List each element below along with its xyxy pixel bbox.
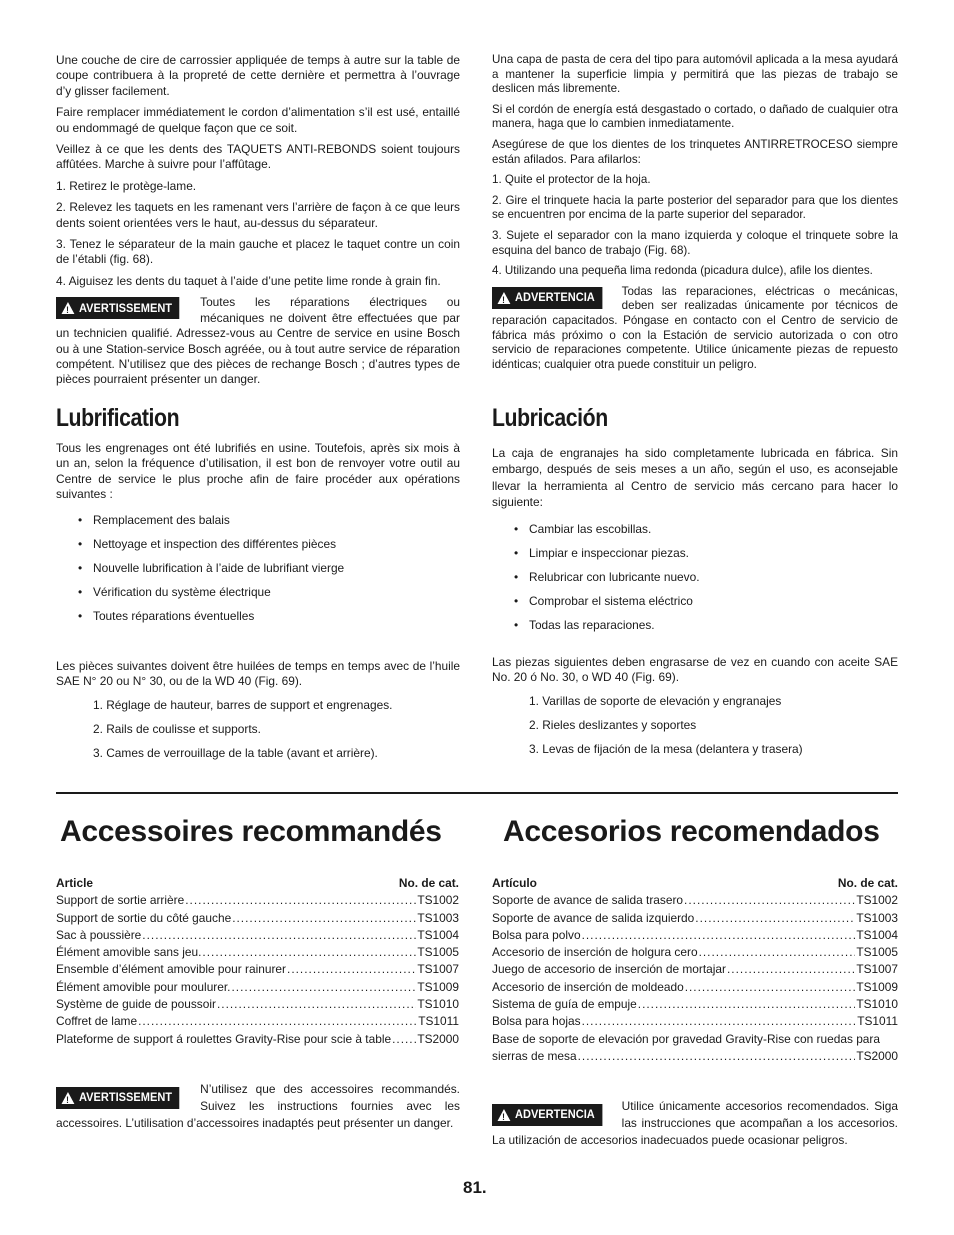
step: 1. Quite el protector de la hoja. [492, 173, 651, 187]
table-row: Bolsa para hojas ..... TS1011 [492, 1013, 898, 1030]
warning-triangle-icon: ! [62, 302, 75, 314]
warning-badge [492, 287, 602, 309]
lubrication-text-es [492, 445, 898, 642]
accessories-warning-fr [56, 1081, 460, 1138]
list-item: • Cambiar las escobillas. [529, 521, 898, 537]
table-header [56, 875, 459, 892]
accessories-table-es [492, 875, 898, 1065]
section-title-lubrification: Lubrification [56, 404, 180, 432]
paragraph: Une couche de cire de carrossier appliquée de temps à autre sur la table de coupe contribuera à la propreté de cette dernière et permettra à l’ouvrage d’y glisser facilement. [56, 53, 460, 98]
lubrication-text-fr [56, 441, 460, 633]
step: 2. Relevez les taquets en les ramenant vers l’arrière de façon à ce que leurs dents soient orientées vers le haut, au-dessus du séparateur. [56, 200, 460, 230]
table-row: Coffret de lame ..... TS1011 [56, 1013, 459, 1030]
warning-triangle-icon: ! [62, 1092, 75, 1104]
paragraph: Veillez à ce que les dents des TAQUETS ANTI-REBONDS soient toujours affûtées. Marche à suivre pour l’affûtage. [56, 142, 460, 172]
table-row: Soporte de avance de salida trasero ..... TS1002 [492, 892, 898, 909]
maintenance-text-fr [56, 53, 460, 394]
column-header-article: Artículo [492, 876, 537, 890]
step: 3. Tenez le séparateur de la main gauche et placez le taquet contre un coin de l’établi (fig. 68). [56, 237, 460, 267]
paragraph: Si el cordón de energía está desgastado o cortado, o dañado de cualquier otra manera, haga que lo cambien inmediatamente. [492, 102, 898, 131]
list-item: • Relubricar con lubricante nuevo. [529, 569, 898, 585]
table-row: Accesorio de inserción de holgura cero ..... TS1005 [492, 944, 898, 961]
oil-list [56, 698, 460, 761]
warning-text: Utilice únicamente accesorios recomendados. Siga las instrucciones que acompañan a los accesorios. La utilización de accesorios inadecuados puede ocasionar peligros. [492, 1099, 898, 1147]
list-item: 2. Rails de coulisse et supports. [93, 721, 261, 736]
list-item: 3. Levas de fijación de la mesa (delantera y trasera) [529, 741, 803, 756]
list-item: 3. Cames de verrouillage de la table (avant et arrière). [93, 745, 378, 760]
accessories-table-fr [56, 875, 459, 1048]
table-row: Bolsa para polvo ..... TS1004 [492, 927, 898, 944]
maintenance-text-es [492, 53, 898, 378]
list-item: • Nouvelle lubrification à l’aide de lubrifiant vierge [93, 561, 460, 576]
paragraph: Faire remplacer immédiatement le cordon d’alimentation s’il est usé, entaillé ou endommagé de quelque façon que ce soit. [56, 105, 460, 135]
warning-label: AVERTISSEMENT [79, 300, 173, 315]
warning-badge [56, 297, 179, 319]
table-row: Base de soporte de elevación por gravedad Gravity-Rise con ruedas para [492, 1031, 880, 1046]
list-item: • Todas las reparaciones. [529, 617, 898, 633]
table-row: Support de sortie arrière ..... TS1002 [56, 892, 459, 909]
oil-text-es [492, 655, 898, 766]
step: 3. Sujete el separador con la mano izquierda y coloque el trinquete sobre la esquina del banco de trabajo (Fig. 68). [492, 228, 898, 257]
table-row: Accesorio de inserción de moldeado ..... TS1009 [492, 979, 898, 996]
list-item: 2. Rieles deslizantes y soportes [529, 717, 697, 732]
warning-badge [492, 1104, 602, 1126]
warning-block [492, 285, 898, 373]
warning-text: Toutes les réparations électriques ou mécaniques ne doivent être effectuées que par un technicien qualifié. Adressez-vous au Centre de service en usine Bosch ou à une Station-service Bosch agréée, ou à tout autre service de réparation compétent. N’utilisez que des pièces de rechange Bosch ; d’autres types de pièces pourraient présenter un danger. [56, 295, 460, 387]
warning-badge [56, 1087, 179, 1109]
list-item: 1. Varillas de soporte de elevación y engranajes [529, 693, 782, 708]
table-row: Support de sortie du côté gauche ..... TS1003 [56, 910, 459, 927]
table-row: Élément amovible pour moulurer. ..... TS1009 [56, 979, 459, 996]
table-row: Soporte de avance de salida izquierdo ..... TS1003 [492, 910, 898, 927]
paragraph: Tous les engrenages ont été lubrifiés en usine. Toutefois, après six mois à un an, selon la fréquence d’utilisation, il est bon de renvoyer votre outil au Centre de service le plus proche afin de faire procéder aux opérations suivantes : [56, 441, 460, 502]
list-item: • Limpiar e inspeccionar piezas. [529, 545, 898, 561]
step: 4. Aiguisez les dents du taquet à l’aide d’une petite lime ronde à grain fin. [56, 273, 441, 288]
list-item: 1. Réglage de hauteur, barres de support et engrenages. [93, 697, 393, 712]
warning-label: ADVERTENCIA [515, 290, 595, 305]
section-divider [56, 792, 898, 794]
lubrication-list [56, 513, 460, 624]
lubrication-list [492, 521, 898, 634]
oil-list [492, 694, 898, 757]
accessories-title-fr: Accessoires recommandés [60, 815, 442, 848]
table-row: Plateforme de support á roulettes Gravity-Rise pour scie à table ..... TS2000 [56, 1031, 459, 1048]
page-number: 81. [463, 1178, 487, 1197]
paragraph: Las piezas siguientes deben engrasarse de vez en cuando con aceite SAE No. 20 ó No. 30, o WD 40 (Fig. 69). [492, 655, 898, 685]
table-row: Sistema de guía de empuje ..... TS1010 [492, 996, 898, 1013]
warning-label: ADVERTENCIA [515, 1107, 595, 1122]
warning-triangle-icon: ! [498, 292, 511, 304]
list-item: • Comprobar el sistema eléctrico [529, 593, 898, 609]
paragraph: La caja de engranajes ha sido completamente lubricada en fábrica. Sin embargo, después de seis meses a un año, según el uso, es aconsejable llevar la herramienta al Centro de servicio más cercano para hacer lo siguiente: [492, 446, 898, 510]
section-title-lubricacion: Lubricación [492, 404, 608, 432]
warning-label: AVERTISSEMENT [79, 1090, 173, 1105]
list-item: • Vérification du système électrique [93, 585, 460, 600]
table-row: Système de guide de poussoir ..... TS1010 [56, 996, 459, 1013]
paragraph: Les pièces suivantes doivent être huilées de temps en temps avec de l’huile SAE N° 20 ou N° 30, ou de la WD 40 (Fig. 69). [56, 659, 460, 689]
table-row: Sac à poussière ..... TS1004 [56, 927, 459, 944]
paragraph: Asegúrese de que los dientes de los trinquetes ANTIRRETROCESO siempre están afilados. Para afilarlos: [492, 137, 898, 166]
warning-triangle-icon: ! [498, 1109, 511, 1121]
step: 1. Retirez le protège-lame. [56, 178, 197, 193]
table-header [492, 875, 898, 892]
list-item: • Remplacement des balais [93, 513, 460, 528]
oil-text-fr [56, 659, 460, 770]
column-header-catalog-number: No. de cat. [837, 876, 898, 890]
warning-text: N’utilisez que des accessoires recommandés. Suivez les instructions fournies avec les accessoires. L’utilisation d’accessoires inadaptés peut présenter un danger. [56, 1082, 460, 1130]
table-row: sierras de mesa ..... TS2000 [492, 1048, 898, 1065]
table-row: Ensemble d’élément amovible pour rainurer ..... TS1007 [56, 961, 459, 978]
warning-block [56, 295, 460, 387]
table-row: Élément amovible sans jeu. ..... TS1005 [56, 944, 459, 961]
paragraph: Una capa de pasta de cera del tipo para automóvil aplicada a la mesa ayudará a mantener la superficie limpia y permitirá que las piezas de trabajo se deslicen más libremente. [492, 53, 898, 96]
list-item: • Toutes réparations éventuelles [93, 609, 460, 624]
step: 4. Utilizando una pequeña lima redonda (picadura dulce), afile los dientes. [492, 264, 873, 278]
column-header-article: Article [56, 876, 94, 890]
accessories-warning-es [492, 1098, 898, 1155]
table-row: Juego de accesorio de inserción de mortajar ..... TS1007 [492, 961, 898, 978]
list-item: • Nettoyage et inspection des différentes pièces [93, 537, 460, 552]
step: 2. Gire el trinquete hacia la parte posterior del separador para que los dientes se encuentren por encima de la parte superior del separador. [492, 193, 898, 222]
accessories-title-es: Accesorios recomendados [503, 815, 880, 848]
warning-text: Todas las reparaciones, eléctricas o mecánicas, deben ser realizadas únicamente por técnicos de reparación capacitados. Póngase en contacto con el Centro de servicio de fábrica más próximo o con la Estación de servicio autorizada o con otro servicio de reparaciones competente. Utilice únicamente piezas de repuesto idénticas; cualquier otra puede constituir un peligro. [492, 284, 898, 371]
column-header-catalog-number: No. de cat. [398, 876, 459, 890]
